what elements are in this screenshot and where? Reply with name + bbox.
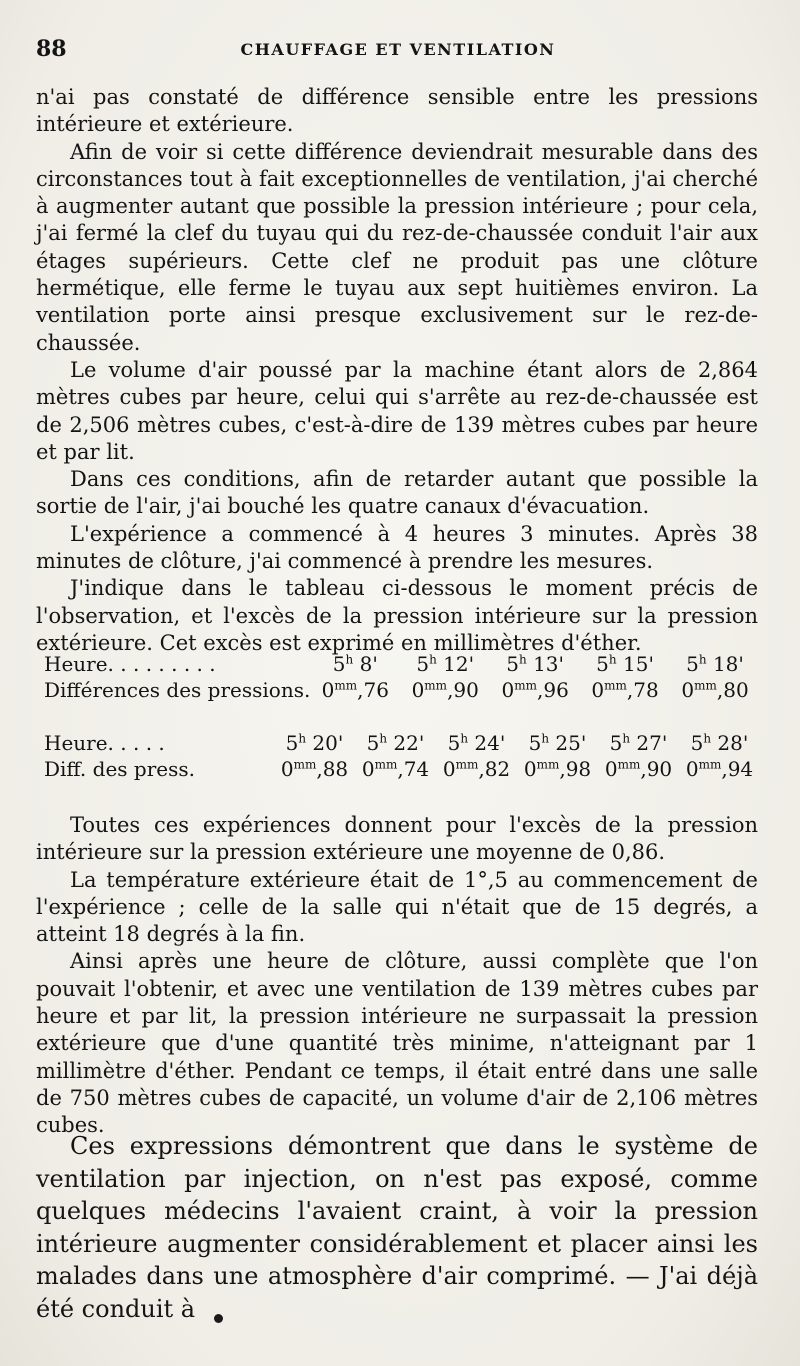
paragraph: Dans ces conditions, afin de retarder autant que possible la sortie de l'air, j'ai bouché les quatre canaux d'évacuation. bbox=[36, 467, 758, 519]
text-block-intro bbox=[36, 84, 758, 657]
time-value: 5$^h$ 27' bbox=[609, 731, 668, 755]
table-row-diffs bbox=[44, 677, 760, 703]
signature-mark bbox=[214, 1314, 223, 1323]
table-row-times bbox=[44, 730, 760, 756]
time-value: 5$^h$ 20' bbox=[285, 731, 344, 755]
text-block-conclusion bbox=[36, 1130, 758, 1325]
paragraph: La température extérieure était de 1°,5 au commencement de l'expérience ; celle de la salle qui n'était que de 15 degrés, a atteint 18 degrés à la fin. bbox=[36, 867, 758, 947]
paragraph: Afin de voir si cette différence deviendrait mesurable dans des circonstances tout à fait exceptionnelles de ventilation, j'ai cherché à augmenter autant que possible la pression intérieure ; pour cela, j'ai fermé la clef du tuyau qui du rez-de-chaussée conduit l'air aux étages supérieurs. Cette clef ne produit pas une clôture hermétique, elle ferme le tuyau aux sept huitièmes environ. La ventilation porte ainsi presque exclusivement sur le rez-de-chaussée. bbox=[36, 139, 758, 355]
paragraph: Toutes ces expériences donnent pour l'excès de la pression intérieure sur la pression extérieure une moyenne de 0,86. bbox=[36, 813, 758, 865]
pressure-table-2 bbox=[44, 730, 760, 782]
time-value: 5$^h$ 22' bbox=[366, 731, 425, 755]
paragraph: Ces expressions démontrent que dans le système de ventilation par injection, on n'est pas exposé, comme quelques médecins l'avaient craint, à voir la pression intérieure augmenter considérablement et placer ainsi les malades dans une atmosphère d'air comprimé. — J'ai déjà été conduit à bbox=[36, 1132, 758, 1323]
table-row-diffs bbox=[44, 756, 760, 782]
paragraph: J'indique dans le tableau ci-dessous le moment précis de l'observation, et l'excès de la pression intérieure sur la pression extérieure. Cet excès est exprimé en millimètres d'éther. bbox=[36, 576, 758, 655]
row-label-heure: Heure. . . . . . . . . bbox=[44, 652, 216, 676]
paragraph: Ainsi après une heure de clôture, aussi complète que l'on pouvait l'obtenir, et avec une ventilation de 139 mètres cubes par heure et par lit, la pression intérieure ne surpassait la pression extérieure que d'une quantité très minime, n'atteignant par 1 millimètre d'éther. Pendant ce temps, il était entré dans une salle de 750 mètres cubes de capacité, un volume d'air de 2,106 mètres cubes. bbox=[36, 949, 758, 1138]
pressure-diff-value: $0^{mm},74$ bbox=[361, 757, 430, 781]
pressure-diff-value: $0^{mm},82$ bbox=[442, 757, 511, 781]
time-value: 5$^h$ 28' bbox=[690, 731, 749, 755]
time-value: 5$^h$ 18' bbox=[686, 652, 744, 676]
pressure-diff-value: $0^{mm},78$ bbox=[591, 678, 659, 702]
pressure-diff-value: $0^{mm},88$ bbox=[280, 757, 349, 781]
time-value: 5$^h$ 25' bbox=[528, 731, 587, 755]
row-label-heure: Heure. . . . . bbox=[44, 731, 165, 755]
pressure-diff-value: $0^{mm},90$ bbox=[604, 757, 673, 781]
pressure-diff-value: $0^{mm},90$ bbox=[411, 678, 479, 702]
time-value: 5$^h$ 24' bbox=[447, 731, 506, 755]
time-value: 5$^h$ 8' bbox=[332, 652, 378, 676]
pressure-diff-value: $0^{mm},94$ bbox=[685, 757, 754, 781]
page-header bbox=[36, 36, 760, 66]
pressure-table-1 bbox=[44, 651, 760, 703]
paragraph: L'expérience a commencé à 4 heures 3 minutes. Après 38 minutes de clôture, j'ai commencé à prendre les mesures. bbox=[36, 521, 758, 574]
pressure-diff-value: $0^{mm},76$ bbox=[321, 678, 389, 702]
row-label-differences: Différences des pressions. bbox=[44, 678, 311, 702]
time-value: 5$^h$ 13' bbox=[506, 652, 565, 676]
pressure-diff-value: $0^{mm},80$ bbox=[681, 678, 749, 702]
row-label-diff-press: Diff. des press. bbox=[44, 757, 195, 781]
page-number: 88 bbox=[36, 36, 67, 62]
pressure-diff-value: $0^{mm},96$ bbox=[501, 678, 569, 702]
table-row-times bbox=[44, 651, 760, 677]
time-value: 5$^h$ 15' bbox=[596, 652, 654, 676]
running-head: CHAUFFAGE ET VENTILATION bbox=[240, 40, 556, 59]
paragraph: n'ai pas constaté de différence sensible entre les pressions intérieure et extérieure. bbox=[36, 85, 758, 137]
paragraph: Le volume d'air poussé par la machine étant alors de 2,864 mètres cubes par heure, celui qui s'arrête au rez-de-chaussée est de 2,506 mètres cubes, c'est-à-dire de 139 mètres cubes par heure et par lit. bbox=[36, 357, 758, 464]
pressure-diff-value: $0^{mm},98$ bbox=[523, 757, 592, 781]
time-value: 5$^h$ 12' bbox=[416, 652, 475, 676]
text-block-results bbox=[36, 812, 758, 1140]
